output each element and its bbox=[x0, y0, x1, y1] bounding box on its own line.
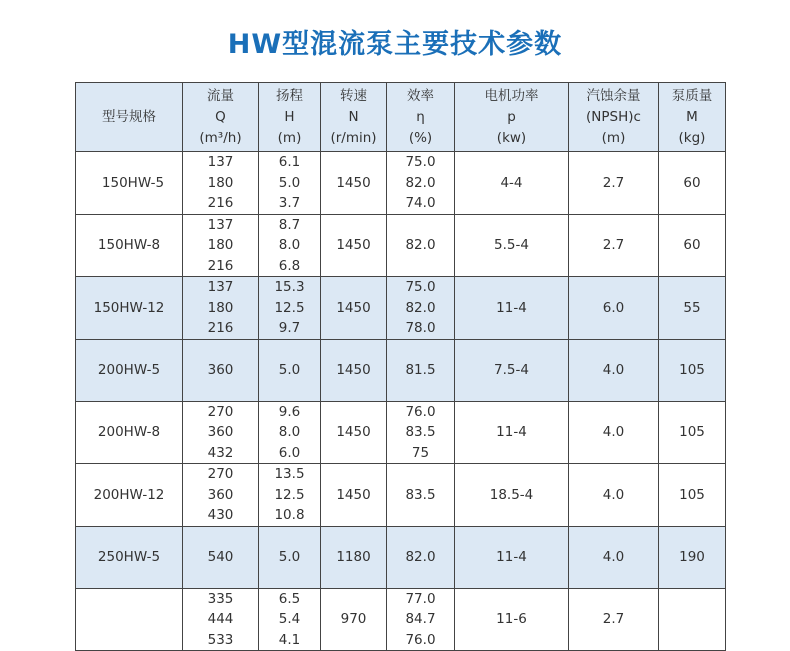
head-cell-value: 8.0 bbox=[278, 424, 301, 440]
header-model bbox=[76, 83, 183, 152]
head-cell-value: 12.5 bbox=[274, 299, 305, 316]
header-speed-line: (r/min) bbox=[330, 129, 377, 146]
header-efficiency-line: (%) bbox=[408, 129, 433, 146]
speed-cell: 1450 bbox=[321, 152, 387, 215]
flow-cell-value: 270 bbox=[207, 466, 234, 482]
model-cell bbox=[76, 588, 183, 651]
table-row bbox=[76, 277, 726, 340]
speed-cell: 1450 bbox=[321, 401, 387, 464]
head-cell bbox=[259, 464, 321, 527]
model-cell: 200HW-8 bbox=[76, 401, 183, 464]
head-cell-value: 5.0 bbox=[278, 361, 301, 378]
header-mass-line: (kg) bbox=[678, 129, 706, 146]
header-speed-line: N bbox=[348, 108, 359, 125]
head-cell-value: 8.0 bbox=[278, 237, 301, 253]
efficiency-cell-value: 84.7 bbox=[405, 611, 436, 627]
flow-cell bbox=[183, 526, 259, 588]
head-cell-value: 5.0 bbox=[278, 548, 301, 565]
table-row bbox=[76, 464, 726, 527]
mass-cell: 105 bbox=[659, 464, 726, 527]
header-mass-line: 泵质量 bbox=[671, 87, 713, 104]
flow-cell-value: 137 bbox=[207, 216, 234, 233]
head-cell-value: 6.0 bbox=[278, 444, 301, 461]
flow-cell-value: 335 bbox=[207, 590, 234, 607]
head-cell-value: 12.5 bbox=[274, 486, 305, 503]
header-efficiency-line: 效率 bbox=[407, 87, 434, 104]
power-cell: 7.5-4 bbox=[455, 339, 569, 401]
flow-cell bbox=[183, 588, 259, 651]
head-cell-value: 9.7 bbox=[278, 320, 301, 336]
npsh-cell: 2.7 bbox=[569, 152, 659, 215]
head-cell bbox=[259, 401, 321, 464]
speed-cell: 970 bbox=[321, 588, 387, 651]
header-speed bbox=[321, 83, 387, 152]
efficiency-cell-value: 81.5 bbox=[405, 361, 436, 378]
efficiency-cell-value: 82.0 bbox=[405, 299, 436, 316]
efficiency-cell-value: 75.0 bbox=[405, 154, 436, 170]
table-row bbox=[76, 214, 726, 277]
header-head-line: 扬程 bbox=[276, 87, 303, 104]
speed-cell: 1180 bbox=[321, 526, 387, 588]
head-cell-value: 6.8 bbox=[278, 257, 301, 274]
header-power-line: (kw) bbox=[496, 129, 527, 146]
table-row bbox=[76, 526, 726, 588]
efficiency-cell-value: 78.0 bbox=[405, 320, 436, 336]
model-cell: 250HW-5 bbox=[76, 526, 183, 588]
power-cell: 11-4 bbox=[455, 277, 569, 340]
flow-cell bbox=[183, 214, 259, 277]
speed-cell: 1450 bbox=[321, 214, 387, 277]
model-cell: 150HW-8 bbox=[76, 214, 183, 277]
npsh-cell: 4.0 bbox=[569, 339, 659, 401]
head-cell bbox=[259, 588, 321, 651]
efficiency-cell-value: 82.0 bbox=[405, 174, 436, 191]
header-head-line: H bbox=[284, 108, 295, 125]
power-cell: 4-4 bbox=[455, 152, 569, 215]
mass-cell: 55 bbox=[659, 277, 726, 340]
efficiency-cell bbox=[387, 214, 455, 277]
model-cell: 200HW-12 bbox=[76, 464, 183, 527]
spec-table bbox=[75, 82, 726, 651]
efficiency-cell-value: 83.5 bbox=[405, 486, 436, 503]
head-cell-value: 8.7 bbox=[278, 216, 301, 233]
header-mass bbox=[659, 83, 726, 152]
npsh-cell: 4.0 bbox=[569, 401, 659, 464]
flow-cell-value: 540 bbox=[207, 548, 234, 565]
npsh-cell: 4.0 bbox=[569, 464, 659, 527]
efficiency-cell bbox=[387, 464, 455, 527]
header-head bbox=[259, 83, 321, 152]
npsh-cell: 4.0 bbox=[569, 526, 659, 588]
header-row bbox=[76, 83, 726, 152]
efficiency-cell bbox=[387, 277, 455, 340]
header-npsh-line: (m) bbox=[601, 129, 626, 146]
flow-cell-value: 180 bbox=[207, 174, 234, 191]
power-cell: 18.5-4 bbox=[455, 464, 569, 527]
efficiency-cell-value: 82.0 bbox=[405, 237, 436, 253]
flow-cell-value: 533 bbox=[207, 631, 234, 648]
page-title: HW型混流泵主要技术参数 bbox=[227, 29, 563, 60]
head-cell-value: 5.0 bbox=[278, 174, 301, 191]
flow-cell-value: 137 bbox=[207, 279, 234, 295]
header-power-line: 电机功率 bbox=[484, 87, 539, 104]
mass-cell: 105 bbox=[659, 401, 726, 464]
head-cell-value: 6.1 bbox=[278, 154, 301, 170]
efficiency-cell bbox=[387, 526, 455, 588]
model-cell: 200HW-5 bbox=[76, 339, 183, 401]
speed-cell: 1450 bbox=[321, 339, 387, 401]
flow-cell bbox=[183, 152, 259, 215]
flow-cell bbox=[183, 464, 259, 527]
flow-cell-value: 430 bbox=[207, 507, 234, 523]
head-cell-value: 10.8 bbox=[274, 507, 305, 523]
mass-cell: 60 bbox=[659, 214, 726, 277]
header-power bbox=[455, 83, 569, 152]
head-cell-value: 6.5 bbox=[278, 590, 301, 607]
efficiency-cell-value: 76.0 bbox=[405, 403, 436, 420]
npsh-cell: 2.7 bbox=[569, 214, 659, 277]
flow-cell-value: 444 bbox=[207, 611, 234, 627]
table-body bbox=[76, 152, 726, 651]
flow-cell-value: 216 bbox=[207, 320, 234, 336]
head-cell bbox=[259, 214, 321, 277]
head-cell bbox=[259, 152, 321, 215]
npsh-cell: 6.0 bbox=[569, 277, 659, 340]
mass-cell: 60 bbox=[659, 152, 726, 215]
efficiency-cell bbox=[387, 588, 455, 651]
power-cell: 11-4 bbox=[455, 401, 569, 464]
power-cell: 5.5-4 bbox=[455, 214, 569, 277]
efficiency-cell-value: 74.0 bbox=[405, 195, 436, 211]
flow-cell-value: 216 bbox=[207, 257, 234, 274]
header-flow-line: 流量 bbox=[207, 87, 234, 104]
flow-cell-value: 360 bbox=[207, 424, 234, 440]
efficiency-cell bbox=[387, 401, 455, 464]
efficiency-cell bbox=[387, 339, 455, 401]
header-mass-line: M bbox=[686, 108, 698, 125]
flow-cell-value: 360 bbox=[207, 361, 234, 378]
flow-cell-value: 360 bbox=[207, 486, 234, 503]
npsh-cell: 2.7 bbox=[569, 588, 659, 651]
flow-cell bbox=[183, 401, 259, 464]
header-npsh bbox=[569, 83, 659, 152]
flow-cell-value: 180 bbox=[207, 237, 234, 253]
flow-cell-value: 216 bbox=[207, 195, 234, 211]
flow-cell-value: 432 bbox=[207, 444, 234, 461]
header-flow-line: (m³/h) bbox=[199, 129, 242, 146]
efficiency-cell-value: 83.5 bbox=[405, 424, 436, 440]
efficiency-cell-value: 75 bbox=[411, 444, 430, 461]
model-cell: 150HW-12 bbox=[76, 277, 183, 340]
header-flow-line: Q bbox=[215, 108, 226, 125]
head-cell bbox=[259, 277, 321, 340]
table-row bbox=[76, 401, 726, 464]
mass-cell: 105 bbox=[659, 339, 726, 401]
header-speed-line: 转速 bbox=[340, 87, 367, 104]
head-cell-value: 13.5 bbox=[274, 466, 305, 482]
header-flow bbox=[183, 83, 259, 152]
head-cell-value: 5.4 bbox=[278, 611, 301, 627]
efficiency-cell-value: 76.0 bbox=[405, 631, 436, 648]
head-cell-value: 4.1 bbox=[278, 631, 301, 648]
head-cell-value: 3.7 bbox=[278, 195, 301, 211]
flow-cell-value: 137 bbox=[207, 154, 234, 170]
head-cell bbox=[259, 339, 321, 401]
table-row bbox=[76, 588, 726, 651]
flow-cell bbox=[183, 339, 259, 401]
speed-cell: 1450 bbox=[321, 464, 387, 527]
efficiency-cell-value: 75.0 bbox=[405, 279, 436, 295]
header-power-line: p bbox=[507, 108, 516, 125]
head-cell-value: 15.3 bbox=[274, 279, 305, 295]
flow-cell-value: 270 bbox=[207, 403, 234, 420]
header-efficiency bbox=[387, 83, 455, 152]
header-npsh-line: 汽蚀余量 bbox=[586, 87, 641, 104]
table-row bbox=[76, 152, 726, 215]
head-cell bbox=[259, 526, 321, 588]
table-row bbox=[76, 339, 726, 401]
efficiency-cell-value: 77.0 bbox=[405, 590, 436, 607]
mass-cell bbox=[659, 588, 726, 651]
flow-cell-value: 180 bbox=[207, 299, 234, 316]
power-cell: 11-4 bbox=[455, 526, 569, 588]
header-efficiency-line: η bbox=[416, 108, 425, 125]
efficiency-cell bbox=[387, 152, 455, 215]
mass-cell: 190 bbox=[659, 526, 726, 588]
header-head-line: (m) bbox=[277, 129, 302, 146]
model-cell: 150HW-5 bbox=[76, 152, 183, 215]
flow-cell bbox=[183, 277, 259, 340]
head-cell-value: 9.6 bbox=[278, 403, 301, 420]
power-cell: 11-6 bbox=[455, 588, 569, 651]
efficiency-cell-value: 82.0 bbox=[405, 548, 436, 565]
header-model-line: 型号规格 bbox=[102, 108, 156, 125]
header-npsh-line: (NPSH)c bbox=[586, 108, 641, 125]
speed-cell: 1450 bbox=[321, 277, 387, 340]
